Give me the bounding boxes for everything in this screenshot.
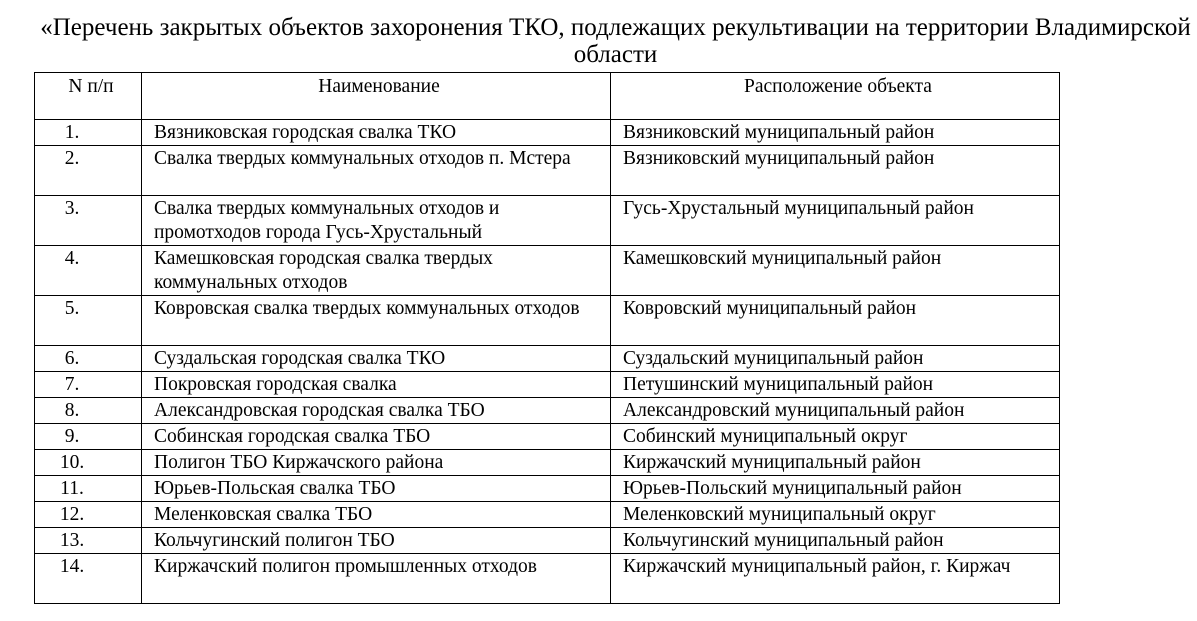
table-row	[35, 146, 1060, 196]
table-row	[35, 424, 1060, 450]
table-row	[35, 528, 1060, 554]
row-location: Камешковский муниципальный район	[611, 246, 1060, 296]
row-num: 5.	[35, 296, 142, 346]
row-name: Свалка твердых коммунальных отходов п. Мстера	[142, 146, 611, 196]
row-num: 9.	[35, 424, 142, 450]
table-row	[35, 246, 1060, 296]
row-name: Киржачский полигон промышленных отходов	[142, 554, 611, 604]
row-num: 1.	[35, 120, 142, 146]
row-num: 3.	[35, 196, 142, 246]
row-name: Меленковская свалка ТБО	[142, 502, 611, 528]
row-location: Киржачский муниципальный район, г. Киржач	[611, 554, 1060, 604]
row-name: Свалка твердых коммунальных отходов и промотходов города Гусь-Хрустальный	[142, 196, 611, 246]
table-header-row	[35, 73, 1060, 120]
row-num: 2.	[35, 146, 142, 196]
table-row	[35, 346, 1060, 372]
landfill-table	[34, 72, 1060, 604]
row-location: Петушинский муниципальный район	[611, 372, 1060, 398]
row-name: Ковровская свалка твердых коммунальных отходов	[142, 296, 611, 346]
table-row	[35, 296, 1060, 346]
row-num: 10.	[35, 450, 142, 476]
row-location: Кольчугинский муниципальный район	[611, 528, 1060, 554]
header-location: Расположение объекта	[611, 73, 1060, 120]
row-name: Вязниковская городская свалка ТКО	[142, 120, 611, 146]
row-location: Ковровский муниципальный район	[611, 296, 1060, 346]
row-num: 13.	[35, 528, 142, 554]
row-name: Суздальская городская свалка ТКО	[142, 346, 611, 372]
row-location: Собинский муниципальный округ	[611, 424, 1060, 450]
row-location: Гусь-Хрустальный муниципальный район	[611, 196, 1060, 246]
row-name: Кольчугинский полигон ТБО	[142, 528, 611, 554]
document-title: «Перечень закрытых объектов захоронения ТКО, подлежащих рекультивации на территории Владимирской области	[40, 14, 1191, 68]
table-row	[35, 120, 1060, 146]
row-location: Вязниковский муниципальный район	[611, 120, 1060, 146]
row-num: 14.	[35, 554, 142, 604]
header-num: N п/п	[35, 73, 142, 120]
row-num: 7.	[35, 372, 142, 398]
row-location: Киржачский муниципальный район	[611, 450, 1060, 476]
row-name: Полигон ТБО Киржачского района	[142, 450, 611, 476]
table-row	[35, 476, 1060, 502]
row-name: Александровская городская свалка ТБО	[142, 398, 611, 424]
row-num: 12.	[35, 502, 142, 528]
row-location: Александровский муниципальный район	[611, 398, 1060, 424]
row-num: 11.	[35, 476, 142, 502]
row-location: Суздальский муниципальный район	[611, 346, 1060, 372]
header-name: Наименование	[142, 73, 611, 120]
row-location: Юрьев-Польский муниципальный район	[611, 476, 1060, 502]
table-row	[35, 554, 1060, 604]
row-num: 6.	[35, 346, 142, 372]
row-name: Покровская городская свалка	[142, 372, 611, 398]
row-num: 4.	[35, 246, 142, 296]
row-name: Юрьев-Польская свалка ТБО	[142, 476, 611, 502]
table-row	[35, 372, 1060, 398]
row-location: Меленковский муниципальный округ	[611, 502, 1060, 528]
table-row	[35, 398, 1060, 424]
row-location: Вязниковский муниципальный район	[611, 146, 1060, 196]
table-row	[35, 450, 1060, 476]
table-row	[35, 196, 1060, 246]
row-name: Собинская городская свалка ТБО	[142, 424, 611, 450]
row-name: Камешковская городская свалка твердых коммунальных отходов	[142, 246, 611, 296]
row-num: 8.	[35, 398, 142, 424]
table-row	[35, 502, 1060, 528]
